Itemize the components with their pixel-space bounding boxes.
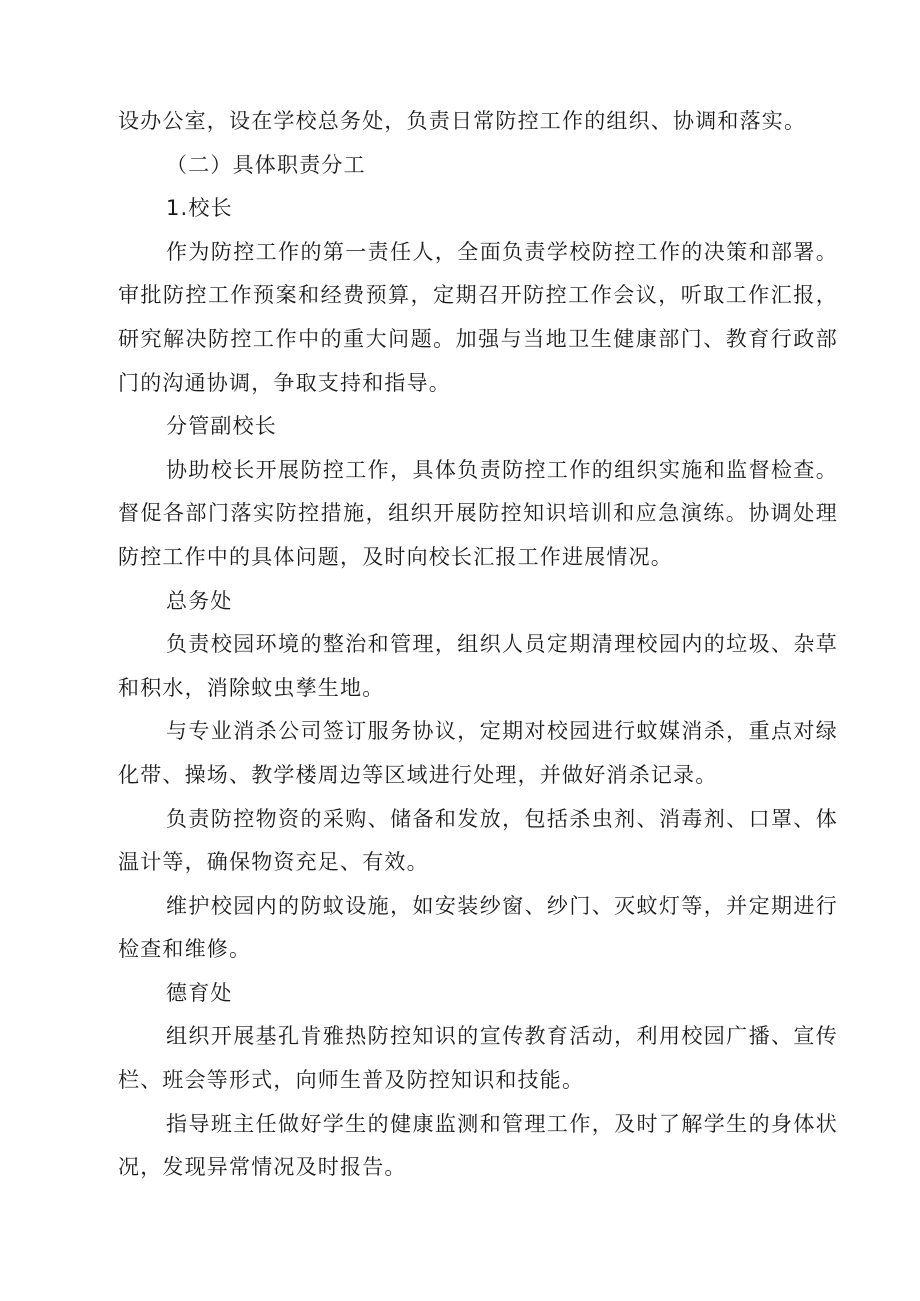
body-paragraph: 负责防控物资的采购、储备和发放，包括杀虫剂、消毒剂、口罩、体温计等，确保物资充足、有效。 [118,806,838,875]
subheading-principal: 1.校长 [166,196,233,221]
body-paragraph: 维护校园内的防蚊设施，如安装纱窗、纱门、灭蚊灯等，并定期进行检查和维修。 [118,893,838,962]
body-paragraph: 与专业消杀公司签订服务协议，定期对校园进行蚊媒消杀，重点对绿化带、操场、教学楼周边等区域进行处理，并做好消杀记录。 [118,719,838,787]
body-paragraph: 作为防控工作的第一责任人，全面负责学校防控工作的决策和部署。审批防控工作预案和经费预算，定期召开防控工作会议，听取工作汇报，研究解决防控工作中的重大问题。加强与当地卫生健康部门、教育行政部门的沟通协调，争取支持和指导。 [118,239,838,395]
subheading-vice-principal: 分管副校长 [166,414,277,439]
body-paragraph: 协助校长开展防控工作，具体负责防控工作的组织实施和监督检查。督促各部门落实防控措施，组织开展防控知识培训和应急演练。协调处理防控工作中的具体问题，及时向校长汇报工作进展情况。 [118,457,838,569]
subheading-general-affairs: 总务处 [166,588,233,613]
body-paragraph: 组织开展基孔肯雅热防控知识的宣传教育活动，利用校园广播、宣传栏、班会等形式，向师生普及防控知识和技能。 [118,1024,838,1093]
document-body [118,100,838,1190]
subheading-moral-education: 德育处 [166,980,233,1005]
body-paragraph: 指导班主任做好学生的健康监测和管理工作，及时了解学生的身体状况，发现异常情况及时报告。 [118,1111,838,1180]
section-heading-duties: （二）具体职责分工 [166,152,366,177]
body-paragraph: 设办公室，设在学校总务处，负责日常防控工作的组织、协调和落实。 [118,109,807,133]
body-paragraph: 负责校园环境的整治和管理，组织人员定期清理校园内的垃圾、杂草和积水，消除蚊虫孳生地。 [118,632,838,700]
